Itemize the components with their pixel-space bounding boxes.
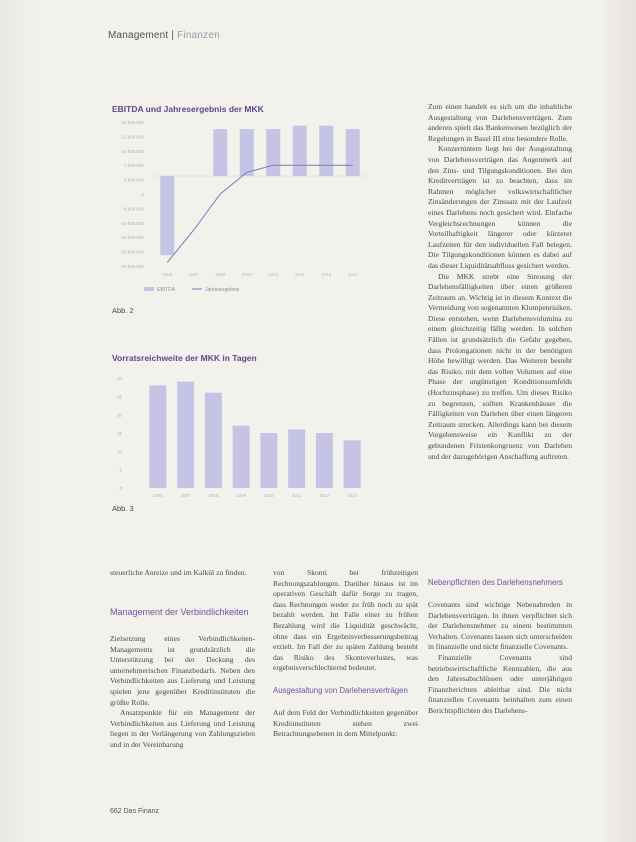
x-tick-label: 2007	[180, 493, 191, 498]
middle-column-body	[273, 708, 418, 740]
left-column-body	[110, 634, 255, 751]
bar-ebitda	[319, 126, 333, 176]
y-tick-label: -20.000.000	[119, 249, 144, 255]
x-tick-label: 2011	[294, 272, 305, 277]
x-tick-label: 2009	[236, 493, 247, 498]
bar-vorratsreichweite	[205, 393, 222, 488]
bar-vorratsreichweite	[344, 440, 361, 488]
y-tick-label: -15.000.000	[119, 235, 144, 241]
figure-1-label: Abb. 2	[112, 306, 134, 315]
x-tick-label: 2006	[152, 493, 163, 498]
ebitda-chart	[108, 116, 368, 321]
right-paragraph-1: Zum einen handelt es sich um die inhaltliche Ausgestaltung von Darlehensverträgen. Zum anderen spielt das Bankenwesen bezüglich der Regelungen in Basel III eine besondere Rolle.	[428, 102, 572, 143]
legend-label-ebitda: EBITDA	[157, 287, 176, 293]
y-tick-label: 12.000.000	[121, 134, 144, 140]
y-tick-label: 7.000.000	[123, 163, 144, 169]
x-tick-label: 2010	[263, 493, 274, 498]
y-tick-label: 10	[116, 449, 122, 455]
left-top-fragment: steuerliche Anreize und im Kalkül zu finden.	[110, 568, 247, 577]
figure-2-label: Abb. 3	[112, 504, 134, 513]
right-paragraph-4: Covenants sind wichtige Nebenabreden in Darlehensverträgen. In ihnen verpflichtet sich der Darlehensnehmer zu einem bestimmten Verhalten. Covenants lassen sich unterscheiden in finanzielle und nicht finanzielle Covenants.	[428, 600, 572, 652]
figure-2-title: Vorratsreichweite der MKK in Tagen	[112, 353, 257, 363]
legend-label-jahresergebnis: Jahresergebnis	[205, 287, 240, 293]
header-section: Management	[108, 30, 169, 41]
header-separator: |	[168, 30, 178, 41]
page-footer: 662 Das Finanz	[110, 808, 160, 815]
x-tick-label: 2013	[347, 272, 358, 277]
x-tick-label: 2011	[291, 493, 302, 498]
running-header	[108, 30, 220, 41]
right-paragraph-3: Die MKK strebt eine Streuung der Darlehensfälligkeiten über einen größeren Zeitraum an. Wichtig ist in diesem Kontext die Vermeidung von sogenannten Klumpenrisiken. Diese entstehen, wenn Darlehensvolumina zu einem gleichzeitig fällig werden. In solchen Fällen ist grundsätzlich die Gefahr gegeben, dass Prolongationen nicht in der benötigten Höhe bewilligt werden. Das Weiteren besteht das Risiko, mit dem vollen Volumen auf eine Phase der ungünstigen Konditionsumfelds (Hochzinsphase) zu treffen. Um dieses Risiko zu begrenzen, sollten Krankenhäuser die Fälligkeiten von Darlehen über einen längeren Zeitraum strecken. Allerdings kann bei diesem Vorgehensweise ein Konflikt zu der gebundenen Fristenkongruenz von Darlehen und der dazugehörigen Anschaffung auftreten.	[428, 271, 572, 461]
bar-ebitda	[266, 129, 280, 176]
bar-ebitda	[293, 126, 307, 176]
y-tick-label: 15.000.000	[121, 120, 144, 125]
x-tick-label: 2009	[241, 272, 252, 277]
bar-ebitda	[160, 176, 174, 255]
y-tick-label: -5.000.000	[122, 206, 144, 212]
right-column-body	[428, 600, 572, 717]
y-tick-label: 30	[116, 376, 122, 381]
x-tick-label: 2012	[319, 493, 330, 498]
line-jahresergebnis	[167, 165, 353, 262]
bar-vorratsreichweite	[177, 382, 194, 488]
x-tick-label: 2008	[215, 272, 226, 277]
bar-ebitda	[213, 129, 227, 176]
bar-vorratsreichweite	[260, 433, 277, 488]
heading-nebenpflichten: Nebenpflichten des Darlehensnehmers	[428, 578, 563, 587]
y-tick-label: 0	[119, 486, 122, 491]
y-tick-label: 0	[141, 192, 144, 197]
middle-paragraph-1: von Skonti bei frühzeitigen Rechnungszahlungen. Darüber hinaus ist im operativen Geschäft dafür Sorge zu tragen, dass Rechnungen weder zu früh noch zu spät bezahlt werden. Im Falle einer zu frühen Bezahlung wird die Liquidität geschwächt, ohne dass ein Ergebnisverbesserungsbeitrag erzielt. Im Fall der zu späten Zahlung besteht das Risiko des Skontoverlustes, was ergebnisverschlechternd bedeutet.	[273, 568, 418, 673]
x-tick-label: 2010	[268, 272, 279, 277]
bar-vorratsreichweite	[316, 433, 333, 488]
y-tick-label: -10.000.000	[119, 220, 144, 226]
heading-verbindlichkeiten: Management der Verbindlichkeiten	[110, 607, 249, 617]
vorratsreichweite-chart	[108, 368, 370, 508]
y-tick-label: -25.000.000	[119, 264, 144, 269]
y-tick-label: 25	[116, 394, 122, 400]
header-subsection: Finanzen	[177, 30, 220, 41]
y-tick-label: 5.000.000	[123, 177, 144, 183]
bar-vorratsreichweite	[288, 429, 305, 488]
bar-vorratsreichweite	[233, 426, 250, 488]
y-tick-label: 15	[116, 431, 122, 436]
x-tick-label: 2008	[208, 493, 219, 498]
y-tick-label: 5	[119, 467, 122, 473]
figure-1-title: EBITDA und Jahresergebnis der MKK	[112, 104, 264, 114]
left-paragraph-2: Ansatzpunkte für ein Management der Verbindlichkeiten aus Lieferung und Leistung liegen in der Verlängerung von Zahlungszielen und in der Vereinbarung	[110, 708, 255, 749]
right-paragraph-5: Finanzielle Covenants sind betriebswirtschaftliche Kennzahlen, die aus den Jahresabschlüssen oder unterjährigen Finanzberichten ableitbar sind. Die nicht finanziellen Covenants beinhalten zum einen Berichtspflichten des Darlehens-	[428, 652, 572, 715]
middle-paragraph-2: Auf dem Feld der Verbindlichkeiten gegenüber Kreditinstituten stehen zwei Betrachtungsebenen in dem Mittelpunkt:	[273, 708, 418, 739]
x-tick-label: 2012	[321, 272, 332, 277]
y-tick-label: 10.000.000	[121, 148, 144, 154]
x-tick-label: 2007	[188, 272, 199, 277]
left-paragraph-1: Zielsetzung eines Verbindlichkeiten-Managements ist grundsätzlich die Unterstützung bei der Deckung des unternehmerischen Finanzbedarfs. Neben den Verbindlichkeiten aus Lieferung und Leistung spielen jene gegenüber Kreditinstituten die größte Rolle.	[110, 634, 255, 707]
legend-swatch-ebitda	[144, 287, 154, 291]
x-tick-label: 2013	[347, 493, 358, 498]
right-column	[428, 102, 572, 462]
right-paragraph-2: Konzernintern liegt bei der Ausgestaltung von Darlehensverträgen das Augenmerk auf den Zins- und Tilgungskonditionen. Bei den Kreditverträgen ist zu beachten, dass im Rahmen möglicher volkswirtschaftlicher Zinsänderungen der Zinssatz mit der Laufzeit eines Darlehens noch gesichert wird. Einfache Vergleichsrechnungen können die Vorteilhaftigkeit längerer oder kürzerer Laufzeiten für den individuellen Fall belegen. Die Tilgungskonditionen können es dabei auf das dieser Liquiditätsabfluss gesichert werden.	[428, 144, 572, 270]
x-tick-label: 2006	[162, 272, 173, 277]
bar-ebitda	[346, 129, 360, 176]
bar-vorratsreichweite	[149, 385, 166, 488]
heading-darlehensvertraege: Ausgestaltung von Darlehensverträgen	[273, 686, 408, 695]
y-tick-label: 20	[116, 412, 122, 418]
bar-ebitda	[240, 129, 254, 176]
middle-column	[273, 568, 418, 674]
left-column	[110, 568, 255, 579]
